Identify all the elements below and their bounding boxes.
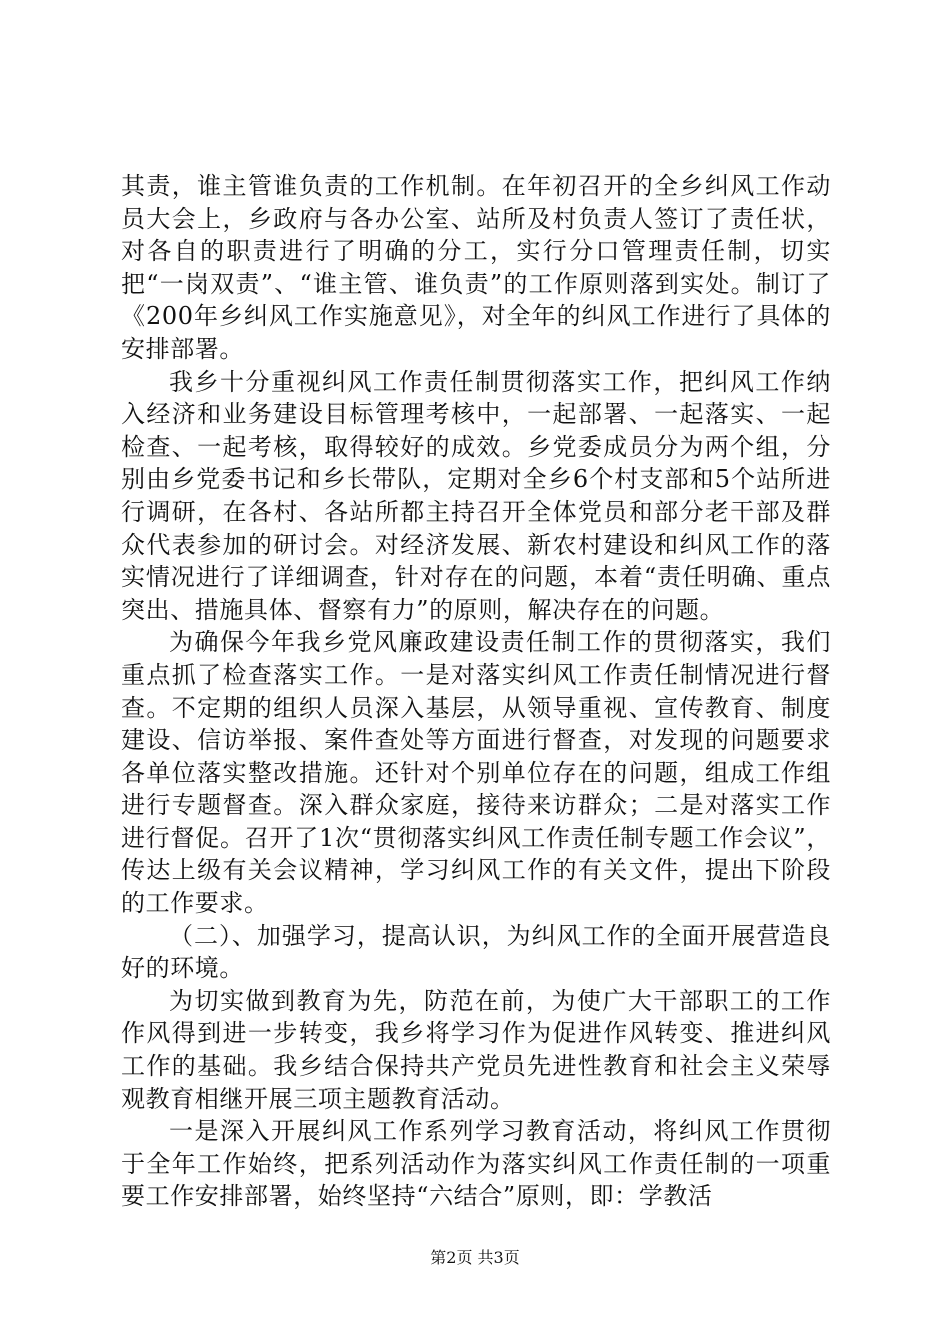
paragraph-series-activities: 一是深入开展纠风工作系列学习教育活动，将纠风工作贯彻于全年工作始终，把系列活动作为落实纠风工作责任制的一项重要工作安排部署，始终坚持“六结合”原则，即：学教活	[121, 1117, 831, 1211]
page-number-footer: 第2页 共3页	[430, 1248, 520, 1267]
paragraph-inspection: 为确保今年我乡党风廉政建设责任制工作的贯彻落实，我们重点抓了检查落实工作。一是对落实纠风工作责任制情况进行督查。不定期的组织人员深入基层，从领导重视、宣传教育、制度建设、信访举报、案件查处等方面进行督查，对发现的问题要求各单位落实整改措施。还针对个别单位存在的问题，组成工作组进行专题督查。深入群众家庭，接待来访群众；二是对落实工作进行督促。召开了1次“贯彻落实纠风工作责任制专题工作会议”，传达上级有关会议精神，学习纠风工作的有关文件，提出下阶段的工作要求。	[121, 628, 831, 918]
section-heading-study: （二）、加强学习，提高认识，为纠风工作的全面开展营造良好的环境。	[121, 921, 831, 983]
paragraph-responsibility-implementation: 我乡十分重视纠风工作责任制贯彻落实工作，把纠风工作纳入经济和业务建设目标管理考核中，一起部署、一起落实、一起检查、一起考核，取得较好的成效。乡党委成员分为两个组，分别由乡党委书记和乡长带队，定期对全乡6个村支部和5个站所进行调研，在各村、各站所都主持召开全体党员和部分老干部及群众代表参加的研讨会。对经济发展、新农村建设和纠风工作的落实情况进行了详细调查，针对存在的问题，本着“责任明确、重点突出、措施具体、督察有力”的原则，解决存在的问题。	[121, 367, 831, 624]
document-body	[121, 170, 831, 1213]
paragraph-continuation: 其责，谁主管谁负责的工作机制。在年初召开的全乡纠风工作动员大会上，乡政府与各办公室、站所及村负责人签订了责任状，对各自的职责进行了明确的分工，实行分口管理责任制，切实把“一岗双责”、“谁主管、谁负责”的工作原则落到实处。制订了《200年乡纠风工作实施意见》，对全年的纠风工作进行了具体的安排部署。	[121, 172, 831, 363]
paragraph-education-first: 为切实做到教育为先，防范在前，为使广大干部职工的工作作风得到进一步转变，我乡将学习作为促进作风转变、推进纠风工作的基础。我乡结合保持共产党员先进性教育和社会主义荣辱观教育相继开展三项主题教育活动。	[121, 986, 831, 1113]
